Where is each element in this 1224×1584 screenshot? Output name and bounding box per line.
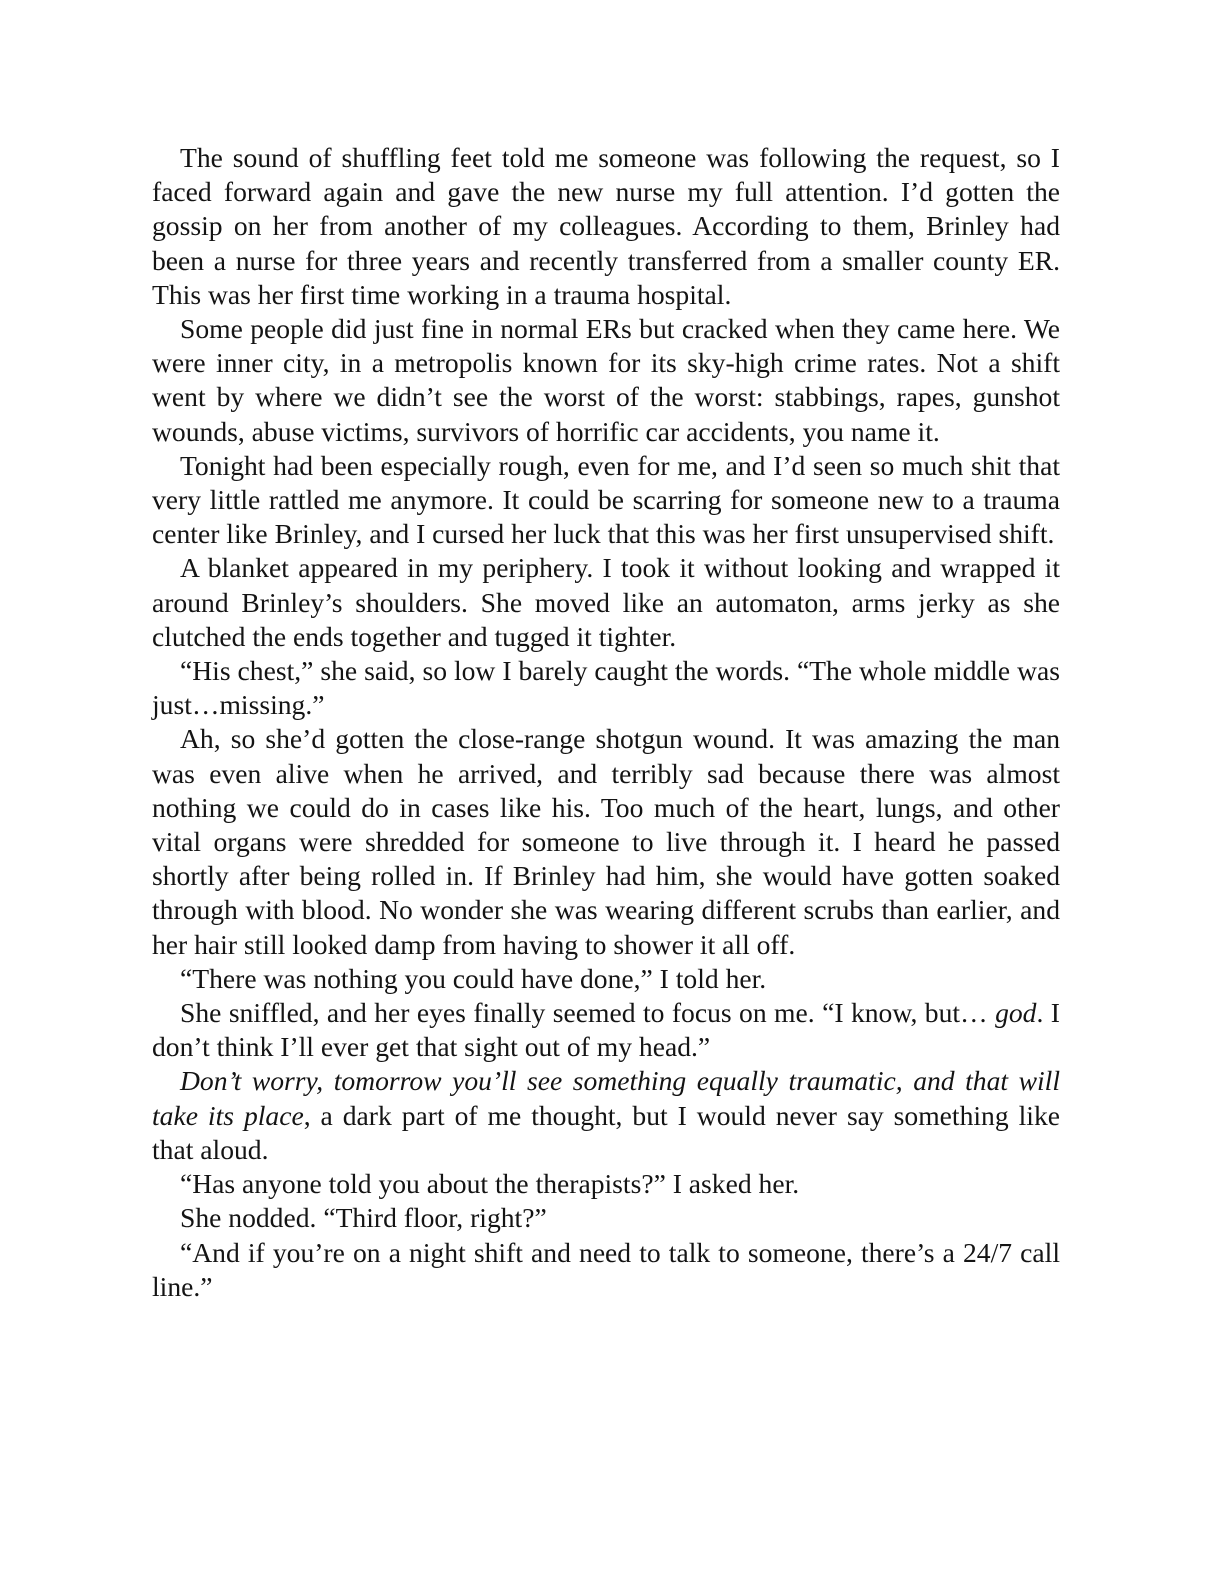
text-segment: . I don’t think I’ll ever get that sight out of my head.” <box>152 997 1060 1063</box>
book-page <box>152 141 1060 1304</box>
text-segment: , a dark part of me thought, but I would never say something like that aloud. <box>152 1099 1060 1165</box>
italic-text-segment: god <box>995 997 1037 1029</box>
paragraph <box>152 1201 1060 1235</box>
text-segment: Some people did just fine in normal ERs but cracked when they came here. We were inner city, in a metropolis known for its sky-high crime rates. Not a shift went by where we didn’t see the worst of the worst: stabbings, rapes, gunshot wounds, abuse victims, survivors of horrific car accidents, you name it. <box>152 313 1060 447</box>
text-segment: She sniffled, and her eyes finally seemed to focus on me. “I know, but… <box>180 997 996 1029</box>
text-segment: “His chest,” she said, so low I barely caught the words. “The whole middle was just…missing.” <box>152 655 1060 721</box>
paragraph <box>152 1236 1060 1304</box>
paragraph <box>152 551 1060 654</box>
text-segment: “There was nothing you could have done,” I told her. <box>180 962 767 994</box>
text-segment: A blanket appeared in my periphery. I took it without looking and wrapped it around Brinley’s shoulders. She moved like an automaton, arms jerky as she clutched the ends together and tugged it tighter. <box>152 552 1060 652</box>
text-segment: “And if you’re on a night shift and need to talk to someone, there’s a 24/7 call line.” <box>152 1236 1060 1302</box>
paragraph <box>152 312 1060 449</box>
paragraph <box>152 996 1060 1064</box>
paragraph <box>152 1167 1060 1201</box>
paragraph <box>152 722 1060 961</box>
text-segment: “Has anyone told you about the therapists?” I asked her. <box>180 1168 800 1200</box>
paragraph <box>152 449 1060 552</box>
paragraph <box>152 141 1060 312</box>
text-segment: Ah, so she’d gotten the close-range shotgun wound. It was amazing the man was even alive when he arrived, and terribly sad because there was almost nothing we could do in cases like his. Too much of the heart, lungs, and other vital organs were shredded for someone to live through it. I heard he passed shortly after being rolled in. If Brinley had him, she would have gotten soaked through with blood. No wonder she was wearing different scrubs than earlier, and her hair still looked damp from having to shower it all off. <box>152 723 1060 960</box>
paragraph <box>152 962 1060 996</box>
paragraph <box>152 654 1060 722</box>
paragraph <box>152 1064 1060 1167</box>
italic-text-segment: Don’t worry, tomorrow you’ll see something equally traumatic, and that will take its place <box>152 1065 1060 1131</box>
text-segment: Tonight had been especially rough, even for me, and I’d seen so much shit that very little rattled me anymore. It could be scarring for someone new to a trauma center like Brinley, and I cursed her luck that this was her first unsupervised shift. <box>152 449 1060 550</box>
text-segment: She nodded. “Third floor, right?” <box>180 1202 547 1234</box>
text-segment: The sound of shuffling feet told me someone was following the request, so I faced forward again and gave the new nurse my full attention. I’d gotten the gossip on her from another of my colleagues. According to them, Brinley had been a nurse for three years and recently transferred from a smaller county ER. This was her first time working in a trauma hospital. <box>152 142 1060 310</box>
